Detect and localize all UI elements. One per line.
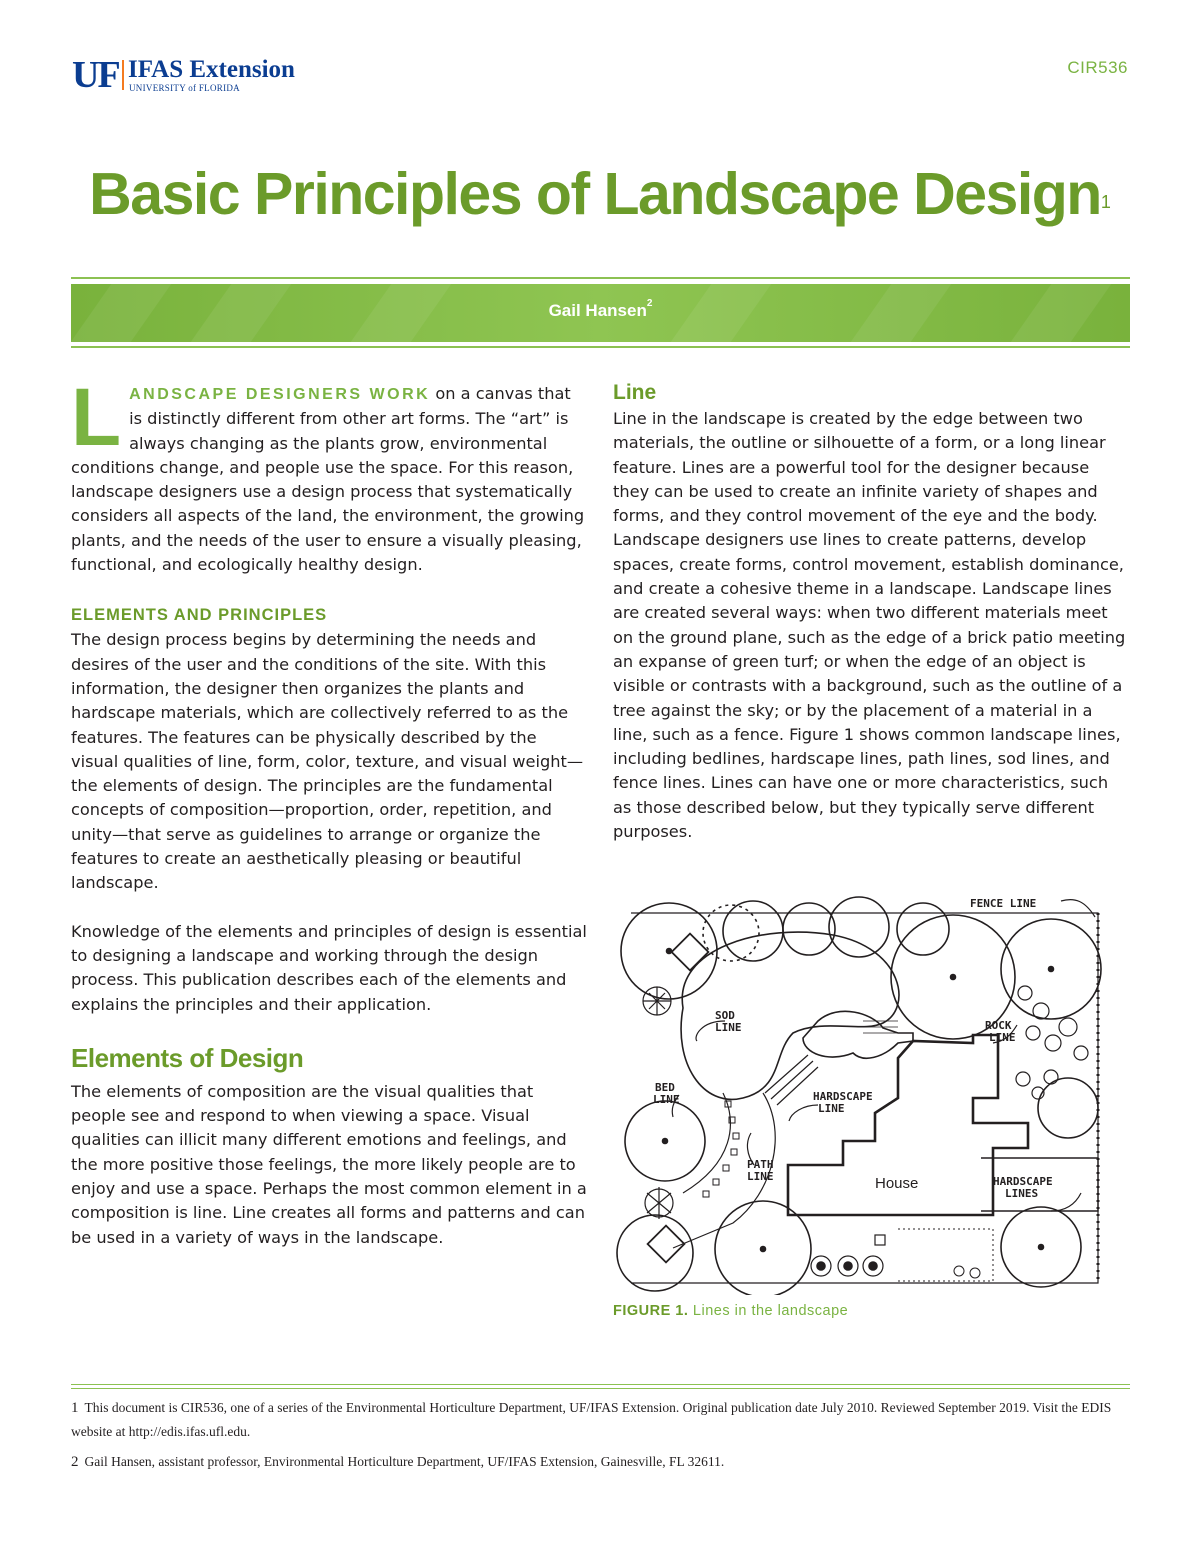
elements-principles-paragraph-2: Knowledge of the elements and principles of design is essential to designing a landscape and working through the design process. This publication describes each of the elements and explains the principles and their application. bbox=[71, 921, 587, 1014]
title-text: Basic Principles of Landscape Design bbox=[89, 161, 1101, 227]
author-footnote-mark: 2 bbox=[646, 298, 653, 309]
left-column bbox=[71, 372, 587, 1250]
label-path-2: LINE bbox=[747, 1170, 774, 1183]
logo-ifas-extension: IFAS Extension bbox=[128, 56, 295, 83]
section-heading-elements-of-design: Elements of Design bbox=[71, 1042, 304, 1073]
label-house: House bbox=[875, 1175, 919, 1192]
uf-ifas-logo bbox=[72, 56, 312, 96]
label-hardscapes-1: HARDSCAPE bbox=[993, 1175, 1053, 1188]
figure-caption-text: Lines in the landscape bbox=[688, 1303, 849, 1319]
intro-text: on a canvas that is distinctly different from other art forms. The “art” is always changing as the plants grow, environmental conditions change, and people use the space. For this reason, landscape designers use a design process that systematically considers all aspects of the land, the environment, the growing plants, and the needs of the user to ensure a visually pleasing, functional, and ecologically healthy design. bbox=[71, 384, 585, 575]
elements-principles-paragraph-1: The design process begins by determining the needs and desires of the user and the conditions of the site. With this information, the designer then organizes the plants and hardscape materials, which are collectively referred to as the features. The features can be physically described by the visual qualities of line, form, color, texture, and visual weight—the elements of design. The principles are the fundamental concepts of composition—proportion, order, repetition, and unity—that serve as guidelines to arrange or organize the features to create an aesthetically pleasing or beautiful landscape. bbox=[71, 630, 584, 893]
label-bed-2: LINE bbox=[653, 1093, 680, 1106]
page-title bbox=[0, 158, 1200, 230]
lead-in-caps: ANDSCAPE DESIGNERS WORK bbox=[129, 386, 431, 403]
drop-cap: L bbox=[71, 372, 122, 463]
label-path-1: PATH bbox=[747, 1158, 774, 1171]
label-hardscapes-2: LINES bbox=[1005, 1187, 1039, 1200]
document-id: CIR536 bbox=[1067, 58, 1128, 77]
figure-caption-label: FIGURE 1. bbox=[613, 1303, 689, 1319]
line-paragraph: Line in the landscape is created by the edge between two materials, the outline or silhouette of a form, or a long linear feature. Lines are a powerful tool for the designer because they can be used to create an infinite variety of shapes and forms, and they control movement of the eye and the body. Landscape designers use lines to create patterns, develop spaces, create forms, control movement, establish dominance, and create a cohesive theme in a landscape. Landscape lines are created several ways: when two different materials meet on the ground plane, such as the edge of a brick patio meeting an expanse of green turf; or when the edge of an object is visible or contrasts with a background, such as the outline of a tree against the sky; or by the placement of a material in a line, such as a fence. Figure 1 shows common landscape lines, including bedlines, hardscape lines, path lines, sod lines, and fence lines. Lines can have one or more characteristics, such as those described below, but they typically serve different purposes. bbox=[613, 409, 1126, 842]
footnote-1-text: This document is CIR536, one of a series of the Environmental Horticulture Department, UF/IFAS Extension. Original publication date July 2010. Reviewed September 2019. Visit the EDIS website at http://edis.ifas.ufl.edu. bbox=[71, 1400, 1112, 1439]
footnote-1-mark: 1 bbox=[71, 1400, 79, 1416]
label-rock-1: ROCK bbox=[985, 1019, 1012, 1032]
label-hardscape-2: LINE bbox=[818, 1102, 845, 1115]
section-heading-line: Line bbox=[613, 381, 657, 404]
elements-of-design-paragraph: The elements of composition are the visual qualities that people see and respond to when viewing a space. Visual qualities can illicit many different emotions and feelings, and the more positive those feelings, the more likely people are to enjoy and use a space. Perhaps the most common element in a composition is line. Line creates all forms and patterns and can be used in a variety of ways in the landscape. bbox=[71, 1081, 587, 1247]
author-name: Gail Hansen bbox=[548, 301, 647, 320]
section-heading-elements-principles: ELEMENTS AND PRINCIPLES bbox=[71, 606, 328, 625]
footnote-2-text: Gail Hansen, assistant professor, Environmental Horticulture Department, UF/IFAS Extension, Gainesville, FL 32611. bbox=[84, 1454, 725, 1469]
logo-university: UNIVERSITY of FLORIDA bbox=[129, 83, 240, 93]
footnote-1 bbox=[71, 1396, 1130, 1444]
band-rule-top bbox=[71, 277, 1130, 279]
footnote-2-mark: 2 bbox=[71, 1454, 79, 1470]
right-column bbox=[613, 380, 1130, 844]
label-sod-2: LINE bbox=[715, 1021, 742, 1034]
path-stones bbox=[703, 1101, 739, 1197]
label-rock-2: LINE bbox=[989, 1031, 1016, 1044]
logo-divider bbox=[122, 60, 124, 90]
author-name-line bbox=[71, 298, 1130, 321]
title-footnote-mark: 1 bbox=[1100, 192, 1111, 212]
footnote-rule-2 bbox=[71, 1388, 1130, 1389]
landscape-plan-figure bbox=[613, 893, 1130, 1295]
label-fence-line: FENCE LINE bbox=[970, 897, 1037, 910]
logo-uf-mark: UF bbox=[72, 54, 119, 96]
label-bed-1: BED bbox=[655, 1081, 675, 1094]
label-sod-1: SOD bbox=[715, 1009, 735, 1022]
footnote-2 bbox=[71, 1450, 1130, 1474]
intro-paragraph bbox=[71, 372, 587, 577]
figure-caption bbox=[613, 1303, 848, 1319]
author-band bbox=[71, 284, 1130, 342]
band-rule-bottom bbox=[71, 346, 1130, 348]
label-hardscape-1: HARDSCAPE bbox=[813, 1090, 873, 1103]
footnote-rule-1 bbox=[71, 1384, 1130, 1385]
